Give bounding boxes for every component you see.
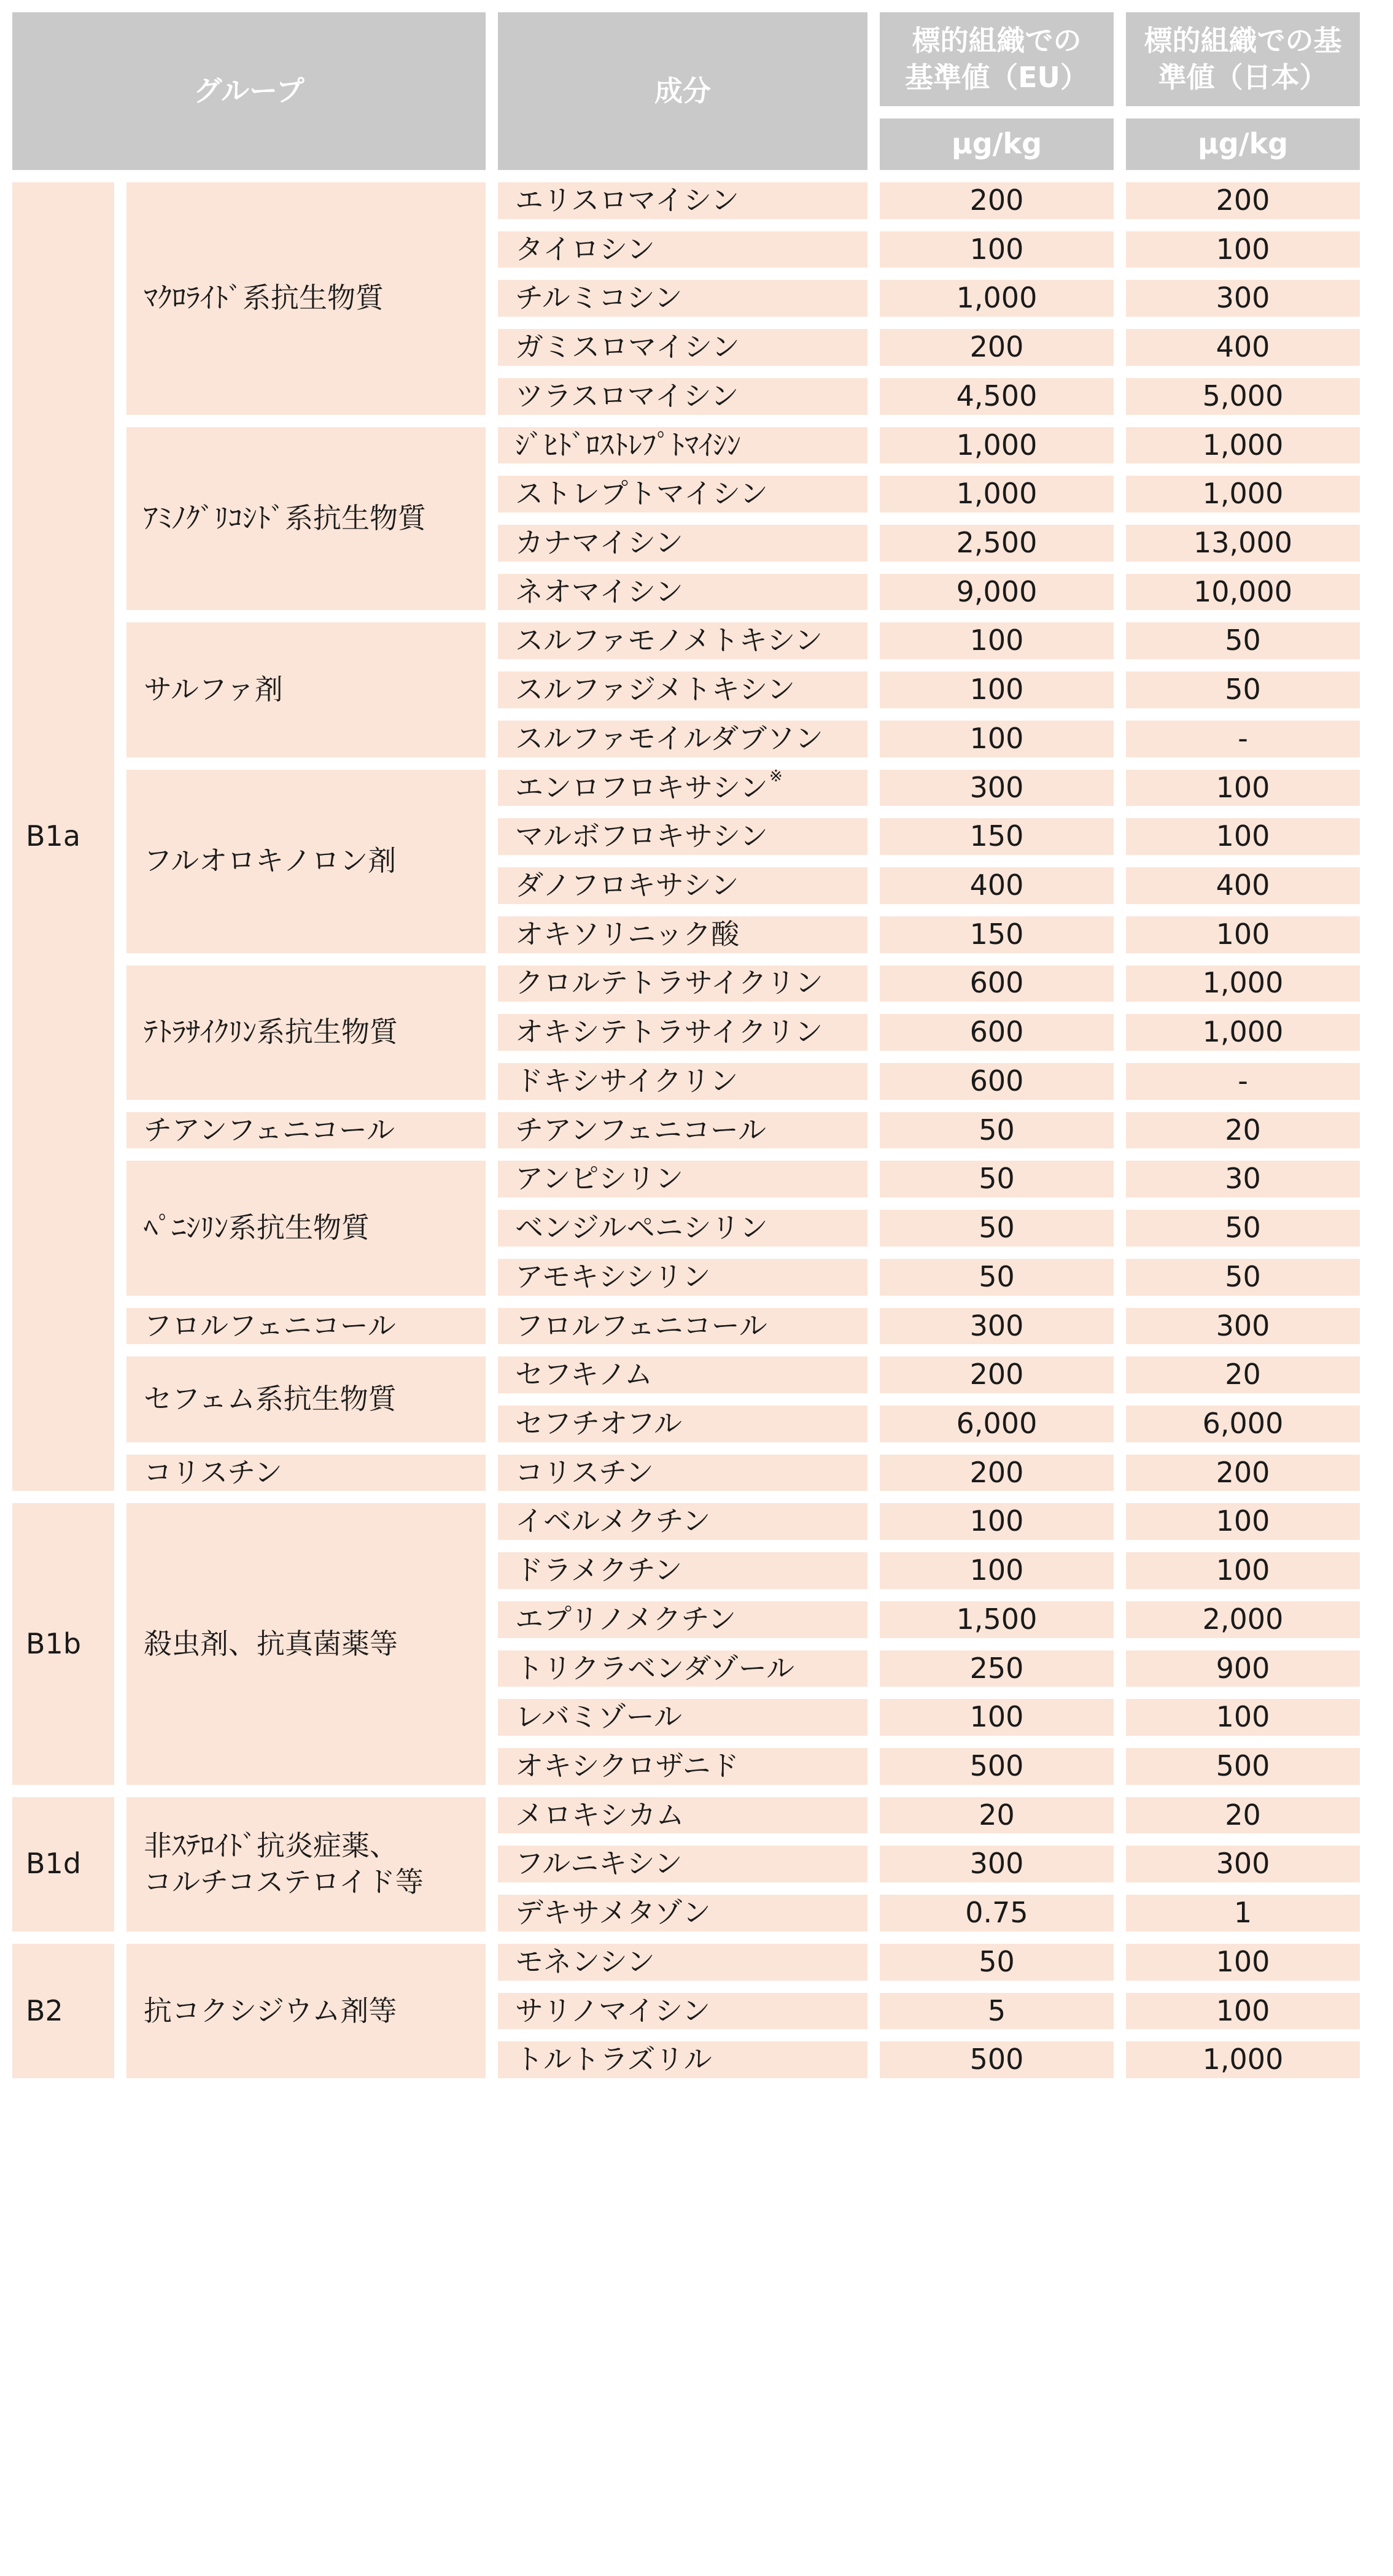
eu-limit-value: 500 (880, 2041, 1114, 2078)
ingredient-name (498, 721, 867, 757)
group-code: B1d (12, 1797, 114, 1932)
jp-limit-value: 1,000 (1126, 965, 1360, 1002)
ingredient-name (498, 1895, 867, 1932)
drug-class: 抗コクシジウム剤等 (126, 1944, 486, 2078)
eu-limit-value: 2,500 (880, 525, 1114, 562)
ingredient-name (498, 1112, 867, 1149)
ingredient-name (498, 427, 867, 464)
jp-limit-value: 500 (1126, 1748, 1360, 1785)
ingredient-name (498, 1455, 867, 1491)
eu-limit-value: 50 (880, 1112, 1114, 1149)
eu-limit-value: 600 (880, 1063, 1114, 1100)
eu-limit-value: 200 (880, 182, 1114, 219)
eu-limit-value: 6,000 (880, 1406, 1114, 1442)
ingredient-label: ネオマイシン (515, 574, 683, 608)
eu-limit-value: 100 (880, 1503, 1114, 1540)
drug-class: サルファ剤 (126, 622, 486, 757)
ingredient-label: オキソリニック酸 (515, 917, 740, 951)
ingredient-name (498, 182, 867, 219)
ingredient-name (498, 1356, 867, 1393)
jp-limit-value: 50 (1126, 671, 1360, 708)
ingredient-label: オキシテトラサイクリン (515, 1015, 823, 1049)
ingredient-name (498, 622, 867, 659)
eu-limit-value: 200 (880, 329, 1114, 366)
eu-limit-value: 9,000 (880, 574, 1114, 611)
jp-limit-value: 300 (1126, 1846, 1360, 1882)
ingredient-label: ダノフロキサシン (515, 868, 739, 902)
eu-limit-value: 5 (880, 1993, 1114, 2030)
eu-limit-value: 150 (880, 916, 1114, 953)
ingredient-label: エンロフロキサシン (515, 770, 768, 804)
jp-limit-value: 10,000 (1126, 574, 1360, 611)
jp-limit-value: 100 (1126, 1699, 1360, 1736)
ingredient-label: スルファモノメトキシン (515, 624, 823, 657)
eu-limit-value: 1,000 (880, 280, 1114, 317)
ingredient-label: カナマイシン (515, 526, 683, 559)
footnote-mark: ※ (769, 767, 783, 786)
ingredient-name (498, 1210, 867, 1247)
ingredient-name (498, 1748, 867, 1785)
ingredient-name (498, 767, 867, 806)
ingredient-name (498, 916, 867, 953)
drug-class: ﾏｸﾛﾗｲﾄﾞ系抗生物質 (126, 182, 486, 415)
jp-limit-value: 50 (1126, 1210, 1360, 1247)
eu-limit-value: 1,000 (880, 427, 1114, 464)
ingredient-label: チアンフェニコール (515, 1113, 766, 1147)
ingredient-label: レバミゾール (515, 1700, 682, 1734)
ingredient-label: チルミコシン (515, 281, 683, 315)
eu-limit-value: 100 (880, 1699, 1114, 1736)
ingredient-name (498, 1161, 867, 1197)
ingredient-name (498, 1797, 867, 1834)
ingredient-name (498, 1552, 867, 1589)
ingredient-label: マルボフロキサシン (515, 819, 768, 853)
ingredient-label: セフキノム (515, 1358, 653, 1391)
ingredient-name (498, 280, 867, 317)
jp-limit-value: 20 (1126, 1797, 1360, 1834)
ingredient-label: オキシクロザニド (515, 1749, 739, 1782)
drug-class: ﾍﾟﾆｼﾘﾝ系抗生物質 (126, 1161, 486, 1295)
ingredient-label: エプリノメクチン (515, 1602, 737, 1636)
drug-class: ｱﾐﾉｸﾞﾘｺｼﾄﾞ系抗生物質 (126, 427, 486, 611)
eu-limit-value: 200 (880, 1455, 1114, 1491)
ingredient-name (498, 1406, 867, 1442)
eu-limit-value: 300 (880, 1308, 1114, 1345)
jp-limit-value: 300 (1126, 280, 1360, 317)
jp-limit-value: 30 (1126, 1161, 1360, 1197)
ingredient-label: ストレプトマイシン (515, 477, 768, 511)
eu-limit-value: 150 (880, 818, 1114, 855)
ingredient-name (498, 1944, 867, 1981)
header-jp-unit: μg/kg (1126, 118, 1360, 170)
ingredient-label: ベンジルペニシリン (515, 1211, 768, 1245)
ingredient-label: スルファジメトキシン (515, 673, 796, 706)
eu-limit-value: 4,500 (880, 378, 1114, 415)
group-code: B1a (12, 182, 114, 1491)
drug-class: フロルフェニコール (126, 1308, 486, 1345)
ingredient-name (498, 231, 867, 268)
ingredient-label: エリスロマイシン (515, 183, 740, 217)
ingredient-label: アモキシシリン (515, 1259, 711, 1293)
ingredient-label: タイロシン (515, 232, 655, 266)
ingredient-label: フロルフェニコール (515, 1309, 767, 1342)
jp-limit-value: 100 (1126, 818, 1360, 855)
jp-limit-value: 100 (1126, 770, 1360, 806)
ingredient-label: フルニキシン (515, 1847, 683, 1881)
ingredient-name (498, 476, 867, 512)
eu-limit-value: 20 (880, 1797, 1114, 1834)
ingredient-name (498, 1601, 867, 1638)
group-code: B2 (12, 1944, 114, 2078)
jp-limit-value: 1,000 (1126, 2041, 1360, 2078)
jp-limit-value: 20 (1126, 1112, 1360, 1149)
header-eu-unit: μg/kg (880, 118, 1114, 170)
eu-limit-value: 500 (880, 1748, 1114, 1785)
drug-class: 非ｽﾃﾛｲﾄﾞ抗炎症薬、 コルチコステロイド等 (126, 1797, 486, 1932)
jp-limit-value: 50 (1126, 1259, 1360, 1296)
eu-limit-value: 50 (880, 1161, 1114, 1197)
eu-limit-value: 0.75 (880, 1895, 1114, 1932)
ingredient-name (498, 1699, 867, 1736)
jp-limit-value: 1,000 (1126, 1014, 1360, 1051)
ingredient-label: サリノマイシン (515, 1994, 711, 2027)
jp-limit-value: 100 (1126, 1503, 1360, 1540)
ingredient-label: ｼﾞﾋﾄﾞﾛｽﾄﾚﾌﾟﾄﾏｲｼﾝ (515, 428, 741, 462)
jp-limit-value: - (1126, 721, 1360, 757)
ingredient-name (498, 329, 867, 366)
ingredient-label: ドラメクチン (515, 1553, 683, 1587)
ingredient-name (498, 1650, 867, 1687)
drug-class: フルオロキノロン剤 (126, 770, 486, 953)
jp-limit-value: 100 (1126, 916, 1360, 953)
ingredient-name (498, 1308, 867, 1345)
ingredient-name (498, 1259, 867, 1296)
ingredient-label: メロキシカム (515, 1798, 685, 1831)
eu-limit-value: 50 (880, 1259, 1114, 1296)
drug-class: ﾃﾄﾗｻｲｸﾘﾝ系抗生物質 (126, 965, 486, 1100)
jp-limit-value: 1,000 (1126, 427, 1360, 464)
drug-class: セフェム系抗生物質 (126, 1356, 486, 1442)
eu-limit-value: 1,000 (880, 476, 1114, 512)
eu-limit-value: 50 (880, 1944, 1114, 1981)
eu-limit-value: 1,500 (880, 1601, 1114, 1638)
ingredient-name (498, 525, 867, 562)
jp-limit-value: 5,000 (1126, 378, 1360, 415)
header-ingredient: 成分 (498, 12, 867, 170)
jp-limit-value: 6,000 (1126, 1406, 1360, 1442)
drug-class: チアンフェニコール (126, 1112, 486, 1149)
ingredient-label: ガミスロマイシン (515, 330, 740, 364)
header-jp-limit: 標的組織での基 準値（日本） (1126, 12, 1360, 106)
eu-limit-value: 600 (880, 1014, 1114, 1051)
ingredient-label: ツラスロマイシン (515, 379, 739, 412)
header-eu-limit: 標的組織での 基準値（EU） (880, 12, 1114, 106)
ingredient-name (498, 867, 867, 904)
ingredient-label: トルトラズリル (515, 2043, 712, 2076)
ingredient-name (498, 2041, 867, 2078)
ingredient-label: モネンシン (515, 1944, 655, 1978)
ingredient-name (498, 1014, 867, 1051)
eu-limit-value: 100 (880, 671, 1114, 708)
ingredient-name (498, 1063, 867, 1100)
eu-limit-value: 50 (880, 1210, 1114, 1247)
ingredient-name (498, 378, 867, 415)
eu-limit-value: 100 (880, 721, 1114, 757)
jp-limit-value: 100 (1126, 231, 1360, 268)
ingredient-label: トリクラベンダゾール (515, 1651, 794, 1685)
ingredient-name (498, 671, 867, 708)
jp-limit-value: 100 (1126, 1944, 1360, 1981)
ingredient-label: イベルメクチン (515, 1504, 711, 1538)
ingredient-name (498, 818, 867, 855)
eu-limit-value: 300 (880, 770, 1114, 806)
jp-limit-value: 400 (1126, 867, 1360, 904)
ingredient-label: コリスチン (515, 1455, 654, 1489)
eu-limit-value: 200 (880, 1356, 1114, 1393)
ingredient-label: デキサメタゾン (515, 1896, 711, 1930)
jp-limit-value: 1 (1126, 1895, 1360, 1932)
eu-limit-value: 100 (880, 1552, 1114, 1589)
header-group: グループ (12, 12, 486, 170)
jp-limit-value: 100 (1126, 1993, 1360, 2030)
ingredient-label: ドキシサイクリン (515, 1064, 739, 1097)
eu-limit-value: 100 (880, 231, 1114, 268)
eu-limit-value: 600 (880, 965, 1114, 1002)
jp-limit-value: 200 (1126, 182, 1360, 219)
drug-class: 殺虫剤、抗真菌薬等 (126, 1503, 486, 1784)
jp-limit-value: 13,000 (1126, 525, 1360, 562)
jp-limit-value: 900 (1126, 1650, 1360, 1687)
ingredient-name (498, 965, 867, 1002)
ingredient-name (498, 1503, 867, 1540)
jp-limit-value: - (1126, 1063, 1360, 1100)
group-code: B1b (12, 1503, 114, 1784)
ingredient-label: スルファモイルダブソン (515, 721, 823, 755)
drug-class: コリスチン (126, 1455, 486, 1491)
ingredient-name (498, 1846, 867, 1882)
jp-limit-value: 50 (1126, 622, 1360, 659)
eu-limit-value: 250 (880, 1650, 1114, 1687)
ingredient-label: セフチオフル (515, 1406, 682, 1440)
eu-limit-value: 300 (880, 1846, 1114, 1882)
jp-limit-value: 20 (1126, 1356, 1360, 1393)
jp-limit-value: 200 (1126, 1455, 1360, 1491)
eu-limit-value: 100 (880, 622, 1114, 659)
ingredient-label: アンピシリン (515, 1162, 684, 1196)
jp-limit-value: 2,000 (1126, 1601, 1360, 1638)
ingredient-label: クロルテトラサイクリン (515, 966, 823, 1000)
jp-limit-value: 1,000 (1126, 476, 1360, 512)
ingredient-name (498, 1993, 867, 2030)
ingredient-name (498, 574, 867, 611)
jp-limit-value: 100 (1126, 1552, 1360, 1589)
jp-limit-value: 300 (1126, 1308, 1360, 1345)
jp-limit-value: 400 (1126, 329, 1360, 366)
eu-limit-value: 400 (880, 867, 1114, 904)
